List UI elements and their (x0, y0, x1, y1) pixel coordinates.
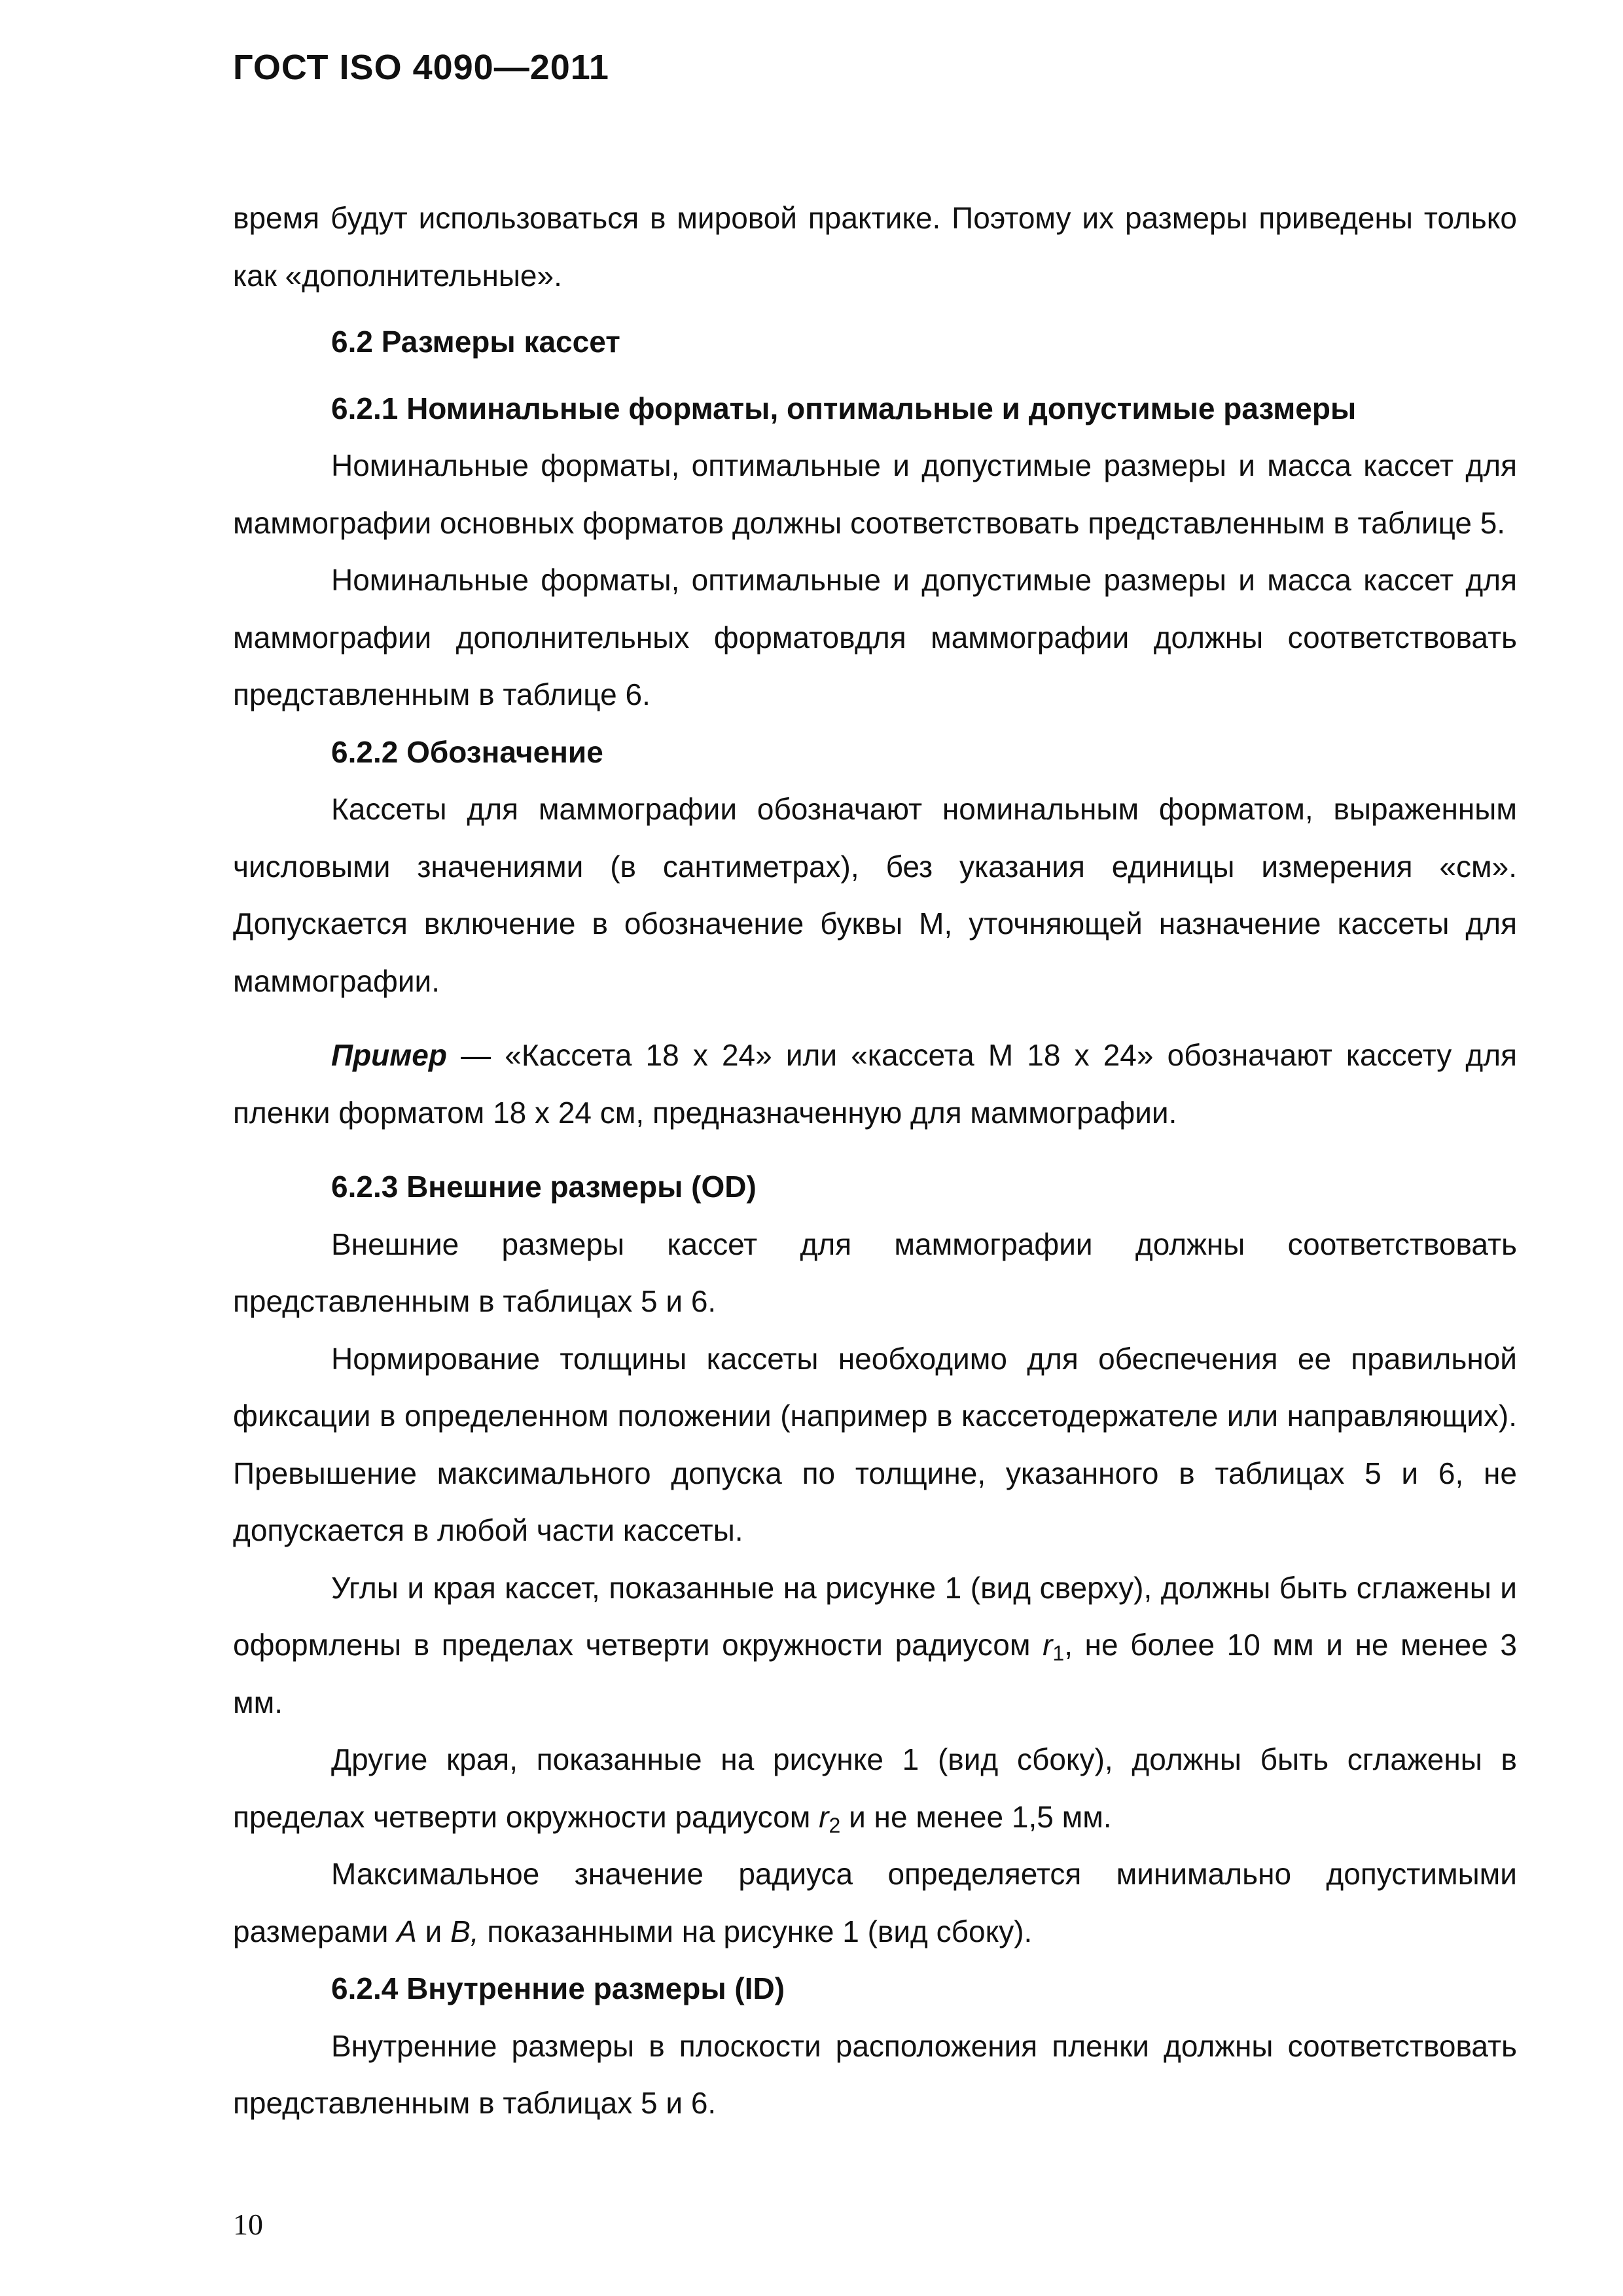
document-header: ГОСТ ISO 4090—2011 (233, 48, 609, 87)
section-heading-6-2: 6.2 Размеры кассет (331, 325, 620, 359)
section-heading-6-2-1: 6.2.1 Номинальные форматы, оптимальные и допустимые размеры (331, 391, 1357, 425)
continuation-paragraph: время будут использоваться в мировой практике. Поэтому их размеры приведены только как «дополнительные». (233, 201, 1517, 293)
paragraph-main-formats: Номинальные форматы, оптимальные и допустимые размеры и масса кассет для маммографии основных форматов должны соответствовать представленным в таблице 5. (233, 448, 1517, 540)
paragraph-thickness: Нормирование толщины кассеты необходимо для обеспечения ее правильной фиксации в определенном положении (например в кассетодержателе или направляющих). Превышение максимального допуска по толщине, указанного в таблицах 5 и 6, не допускается в любой части кассеты. (233, 1341, 1517, 1547)
section-heading-6-2-2: 6.2.2 Обозначение (331, 734, 603, 769)
example-label: Пример (331, 1038, 447, 1072)
paragraph-designation: Кассеты для маммографии обозначают номинальным форматом, выраженным числовыми значениями (в сантиметрах), без указания единицы измерения «см». Допускается включение в обозначение буквы М, уточняющей назначение кассеты для маммографии. (233, 792, 1517, 998)
radius-variable: r (1043, 1628, 1053, 1662)
paragraph-outer-dimensions: Внешние размеры кассет для маммографии должны соответствовать представленным в таблицах 5 и 6. (233, 1227, 1517, 1318)
section-heading-6-2-3: 6.2.3 Внешние размеры (OD) (331, 1170, 757, 1204)
example-paragraph (233, 1027, 1517, 1141)
paragraph-max-radius: Максимальное значение радиуса определяется минимально допустимыми размерами А и В, показанными на рисунке 1 (вид сбоку). (233, 1857, 1517, 1948)
page-number: 10 (233, 2208, 263, 2241)
paragraph-other-edges: Другие края, показанные на рисунке 1 (вид сбоку), должны быть сглажены в пределах четверти окружности радиусом $r_2$ и не менее 1,5 мм. (233, 1742, 1517, 1837)
example-text: — «Кассета 18 x 24» или «кассета М 18 x 24» обозначают кассету для пленки форматом 18 x 24 см, предназначенную для маммографии. (233, 1038, 1517, 1130)
dimension-b-variable: В, (450, 1914, 479, 1948)
radius-subscript: 2 (829, 1813, 841, 1837)
dimension-a-variable: А (397, 1914, 417, 1948)
page-content (233, 190, 1517, 2132)
paragraph-additional-formats: Номинальные форматы, оптимальные и допустимые размеры и масса кассет для маммографии дополнительных форматовдля маммографии должны соответствовать представленным в таблице 6. (233, 563, 1517, 711)
paragraph-inner-dimensions: Внутренние размеры в плоскости расположения пленки должны соответствовать представленным в таблицах 5 и 6. (233, 2028, 1517, 2120)
radius-subscript: 1 (1052, 1641, 1065, 1665)
paragraph-corners: Углы и края кассет, показанные на рисунке 1 (вид сверху), должны быть сглажены и оформлены в пределах четверти окружности радиусом $r_1$, не более 10 мм и не менее 3 мм. (233, 1570, 1517, 1719)
radius-variable: r (819, 1799, 829, 1834)
section-heading-6-2-4: 6.2.4 Внутренние размеры (ID) (331, 1971, 785, 2005)
